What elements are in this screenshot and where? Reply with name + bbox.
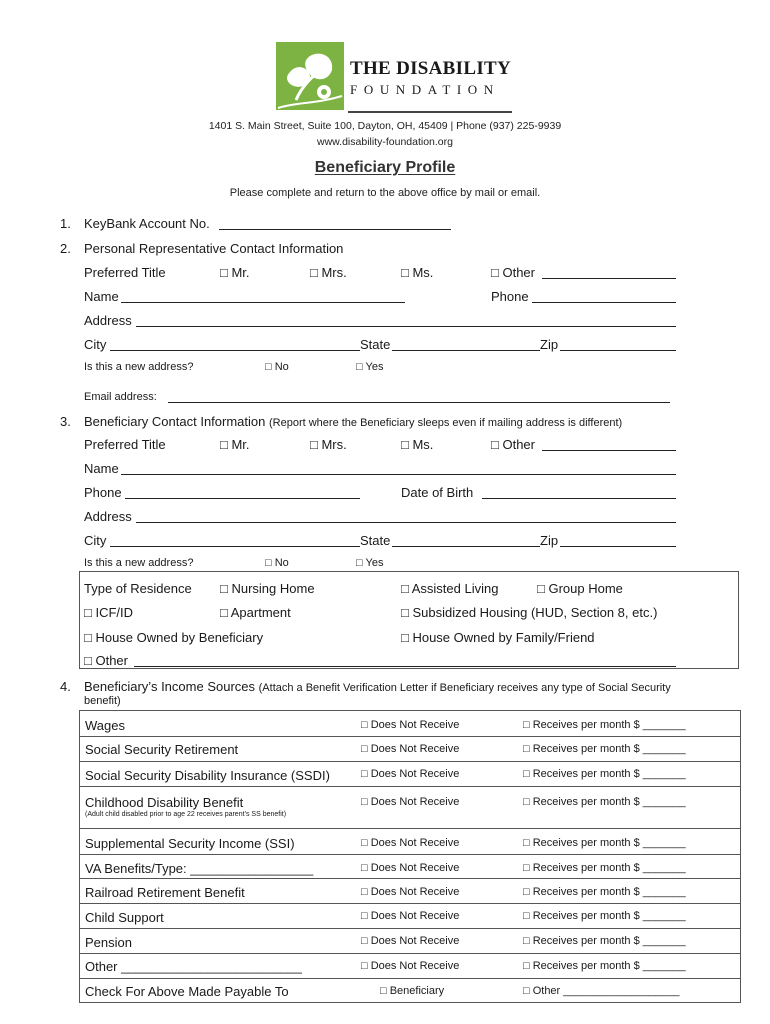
rep-email-field[interactable] xyxy=(168,402,670,403)
income-label-ssi: Supplemental Security Income (SSI) xyxy=(85,836,295,851)
ben-name-label: Name xyxy=(84,461,119,476)
wages-does-not-receive-checkbox[interactable]: □ Does Not Receive xyxy=(361,719,460,731)
rep-ms-checkbox[interactable]: □ Ms. xyxy=(401,265,434,280)
residence-other-checkbox[interactable]: □ Other xyxy=(84,653,128,668)
income-label-ssdi: Social Security Disability Insurance (SSDI) xyxy=(85,768,330,783)
ben-state-field[interactable] xyxy=(392,546,540,547)
payable-other-checkbox[interactable]: □ Other ___________________ xyxy=(523,985,680,997)
ben-preferred-title-label: Preferred Title xyxy=(84,437,166,452)
childhood-does-not-receive-checkbox[interactable]: □ Does Not Receive xyxy=(361,796,460,808)
nursing-home-checkbox[interactable]: □ Nursing Home xyxy=(220,581,315,596)
page-title xyxy=(0,159,770,177)
rep-zip-field[interactable] xyxy=(560,350,676,351)
ben-dob-field[interactable] xyxy=(482,498,676,499)
section3-label-text: Beneficiary Contact Information xyxy=(84,414,266,429)
rep-city-label: City xyxy=(84,337,107,352)
section4-label-text: Beneficiary’s Income Sources xyxy=(84,679,256,694)
rep-new-address-label: Is this a new address? xyxy=(84,361,194,373)
rep-email-label: Email address: xyxy=(84,391,157,403)
keybank-account-field[interactable] xyxy=(219,229,451,230)
rep-new-address-no-checkbox[interactable]: □ No xyxy=(265,361,289,373)
org-name-line2: FOUNDATION xyxy=(350,82,500,97)
rep-other-checkbox[interactable]: □ Other xyxy=(491,265,535,280)
income-row-divider xyxy=(79,761,741,762)
income-row-divider xyxy=(79,828,741,829)
railroad-receives-checkbox[interactable]: □ Receives per month $ _______ xyxy=(523,886,686,898)
org-address: 1401 S. Main Street, Suite 100, Dayton, OH, 45409 | Phone (937) 225-9939 xyxy=(208,120,562,132)
income-row-divider xyxy=(79,903,741,904)
income-label-va-benefits: VA Benefits/Type: _________________ xyxy=(85,861,314,876)
other-income-does-not-receive-checkbox[interactable]: □ Does Not Receive xyxy=(361,960,460,972)
residence-label: Type of Residence xyxy=(84,581,192,596)
va-does-not-receive-checkbox[interactable]: □ Does Not Receive xyxy=(361,862,460,874)
section1-label: KeyBank Account No. xyxy=(84,216,210,231)
section3-note: (Report where the Beneficiary sleeps even if mailing address is different) xyxy=(269,417,623,429)
rep-state-field[interactable] xyxy=(392,350,540,351)
icf-id-checkbox[interactable]: □ ICF/ID xyxy=(84,605,134,620)
section2-label: Personal Representative Contact Information xyxy=(84,241,344,256)
rep-zip-label: Zip xyxy=(540,337,559,352)
ben-dob-label: Date of Birth xyxy=(401,485,474,500)
subsidized-housing-checkbox[interactable]: □ Subsidized Housing (HUD, Section 8, etc.) xyxy=(401,605,658,620)
va-receives-checkbox[interactable]: □ Receives per month $ _______ xyxy=(523,862,686,874)
income-row-divider xyxy=(79,878,741,879)
ssdi-does-not-receive-checkbox[interactable]: □ Does Not Receive xyxy=(361,768,460,780)
ben-mr-checkbox[interactable]: □ Mr. xyxy=(220,437,250,452)
child-support-does-not-receive-checkbox[interactable]: □ Does Not Receive xyxy=(361,910,460,922)
foundation-logo xyxy=(276,42,514,118)
org-website: www.disability-foundation.org xyxy=(317,136,453,148)
ben-ms-checkbox[interactable]: □ Ms. xyxy=(401,437,434,452)
ben-phone-label: Phone xyxy=(84,485,122,500)
income-row-divider xyxy=(79,928,741,929)
income-label-ss-retirement: Social Security Retirement xyxy=(85,742,239,757)
income-label-childhood-disability: Childhood Disability Benefit xyxy=(85,795,244,810)
ssdi-receives-checkbox[interactable]: □ Receives per month $ _______ xyxy=(523,768,686,780)
income-label-railroad: Railroad Retirement Benefit xyxy=(85,885,245,900)
ssi-receives-checkbox[interactable]: □ Receives per month $ _______ xyxy=(523,837,686,849)
section4-note-cont: benefit) xyxy=(84,695,121,707)
ben-new-address-yes-checkbox[interactable]: □ Yes xyxy=(356,557,384,569)
section3-label xyxy=(84,414,622,429)
income-row-divider xyxy=(79,953,741,954)
wages-receives-checkbox[interactable]: □ Receives per month $ _______ xyxy=(523,719,686,731)
page-title-text: Beneficiary Profile xyxy=(314,159,456,176)
ben-address-label: Address xyxy=(84,509,132,524)
instructions: Please complete and return to the above office by mail or email. xyxy=(229,187,541,199)
income-row-divider xyxy=(79,854,741,855)
leaf-logo-icon xyxy=(276,42,344,110)
income-label-child-support: Child Support xyxy=(85,910,164,925)
rep-address-field[interactable] xyxy=(136,326,676,327)
ben-other-checkbox[interactable]: □ Other xyxy=(491,437,535,452)
income-label-pension: Pension xyxy=(85,935,132,950)
ben-zip-field[interactable] xyxy=(560,546,676,547)
ben-phone-field[interactable] xyxy=(125,498,360,499)
apartment-checkbox[interactable]: □ Apartment xyxy=(220,605,291,620)
rep-other-title-field[interactable] xyxy=(542,278,676,279)
group-home-checkbox[interactable]: □ Group Home xyxy=(537,581,623,596)
child-support-receives-checkbox[interactable]: □ Receives per month $ _______ xyxy=(523,910,686,922)
logo-divider xyxy=(348,111,512,113)
ben-zip-label: Zip xyxy=(540,533,559,548)
rep-name-label: Name xyxy=(84,289,119,304)
rep-state-label: State xyxy=(360,337,391,352)
pension-receives-checkbox[interactable]: □ Receives per month $ _______ xyxy=(523,935,686,947)
org-name-line1: THE DISABILITY xyxy=(350,58,512,79)
other-income-receives-checkbox[interactable]: □ Receives per month $ _______ xyxy=(523,960,686,972)
ssi-does-not-receive-checkbox[interactable]: □ Does Not Receive xyxy=(361,837,460,849)
rep-address-label: Address xyxy=(84,313,132,328)
rep-preferred-title-label: Preferred Title xyxy=(84,265,166,280)
house-owned-family-checkbox[interactable]: □ House Owned by Family/Friend xyxy=(401,630,595,645)
section3-number: 3. xyxy=(60,414,71,429)
section4-note: (Attach a Benefit Verification Letter if Beneficiary receives any type of Social Security xyxy=(258,682,671,694)
payable-to-label: Check For Above Made Payable To xyxy=(85,984,289,999)
income-row-divider xyxy=(79,736,741,737)
ben-city-field[interactable] xyxy=(110,546,360,547)
rep-name-field[interactable] xyxy=(121,302,405,303)
ben-new-address-label: Is this a new address? xyxy=(84,557,194,569)
house-owned-beneficiary-checkbox[interactable]: □ House Owned by Beneficiary xyxy=(84,630,264,645)
ben-address-field[interactable] xyxy=(136,522,676,523)
income-label-wages: Wages xyxy=(85,718,125,733)
ss-retirement-does-not-receive-checkbox[interactable]: □ Does Not Receive xyxy=(361,743,460,755)
income-row-divider xyxy=(79,786,741,787)
income-label-other: Other _________________________ xyxy=(85,959,302,974)
ben-name-field[interactable] xyxy=(121,474,676,475)
section2-number: 2. xyxy=(60,241,71,256)
section4-label xyxy=(84,679,671,694)
pension-does-not-receive-checkbox[interactable]: □ Does Not Receive xyxy=(361,935,460,947)
ben-state-label: State xyxy=(360,533,391,548)
income-row-divider xyxy=(79,978,741,979)
rep-mr-checkbox[interactable]: □ Mr. xyxy=(220,265,250,280)
rep-new-address-yes-checkbox[interactable]: □ Yes xyxy=(356,361,384,373)
section4-number: 4. xyxy=(60,679,71,694)
childhood-receives-checkbox[interactable]: □ Receives per month $ _______ xyxy=(523,796,686,808)
childhood-disability-note: (Adult child disabled prior to age 22 receives parent’s SS benefit) xyxy=(85,811,287,818)
ben-other-title-field[interactable] xyxy=(542,450,676,451)
railroad-does-not-receive-checkbox[interactable]: □ Does Not Receive xyxy=(361,886,460,898)
ss-retirement-receives-checkbox[interactable]: □ Receives per month $ _______ xyxy=(523,743,686,755)
rep-mrs-checkbox[interactable]: □ Mrs. xyxy=(310,265,347,280)
rep-phone-field[interactable] xyxy=(532,302,676,303)
ben-mrs-checkbox[interactable]: □ Mrs. xyxy=(310,437,347,452)
rep-city-field[interactable] xyxy=(110,350,360,351)
payable-beneficiary-checkbox[interactable]: □ Beneficiary xyxy=(380,985,445,997)
assisted-living-checkbox[interactable]: □ Assisted Living xyxy=(401,581,499,596)
section1-number: 1. xyxy=(60,216,71,231)
ben-city-label: City xyxy=(84,533,107,548)
rep-phone-label: Phone xyxy=(491,289,529,304)
residence-other-field[interactable] xyxy=(134,666,676,667)
ben-new-address-no-checkbox[interactable]: □ No xyxy=(265,557,289,569)
